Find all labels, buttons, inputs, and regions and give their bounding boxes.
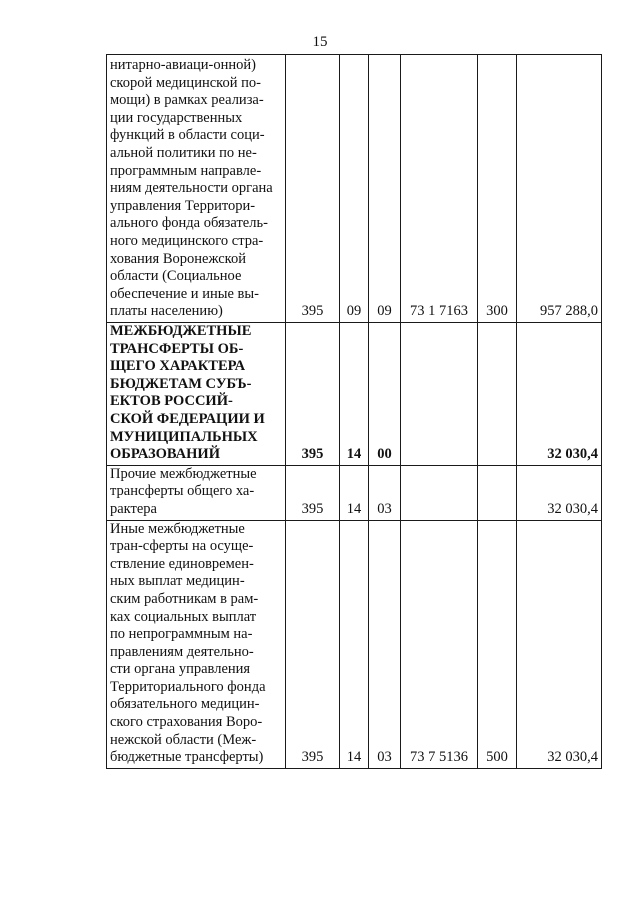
grbs-code-cell: 395: [286, 323, 340, 466]
section-code-cell: 14: [340, 520, 369, 768]
amount-cell: 32 030,4: [517, 465, 602, 520]
subsection-code-cell: 00: [369, 323, 401, 466]
subsection-code-cell: 03: [369, 465, 401, 520]
section-code-cell: 09: [340, 55, 369, 323]
row-name-cell: нитарно-авиаци-онной) скорой медицинской по- мощи) в рамках реализа- ции государственных функций в области соци- альной политики по не- программным направле- ниям деятельности органа управления Территори- ального фонда обязатель- ного медицинского стра- хования Воронежской области (Социальное обеспечение и иные вы- платы населению): [107, 55, 286, 323]
expense-type-cell: [478, 465, 517, 520]
table-row: [107, 323, 602, 466]
target-article-cell: [401, 323, 478, 466]
subsection-code-cell: 03: [369, 520, 401, 768]
amount-cell: 957 288,0: [517, 55, 602, 323]
expense-type-cell: [478, 323, 517, 466]
grbs-code-cell: 395: [286, 55, 340, 323]
table-row: [107, 465, 602, 520]
subsection-code-cell: 09: [369, 55, 401, 323]
row-name-cell: Прочие межбюджетные трансферты общего ха- рактера: [107, 465, 286, 520]
grbs-code-cell: 395: [286, 465, 340, 520]
target-article-cell: [401, 465, 478, 520]
page-number: 15: [312, 34, 328, 50]
target-article-cell: 73 7 5136: [401, 520, 478, 768]
expense-type-cell: 500: [478, 520, 517, 768]
row-name-cell: Иные межбюджетные тран-сферты на осуще- ствление единовремен- ных выплат медицин- ским работникам в рам- ках социальных выплат по непрограммным на- правлениям деятельно- сти органа управления Территориального фонда обязательного медицин- ского страхования Воро- нежской области (Меж- бюджетные трансферты): [107, 520, 286, 768]
table-row: [107, 55, 602, 323]
row-name-cell: МЕЖБЮДЖЕТНЫЕ ТРАНСФЕРТЫ ОБ- ЩЕГО ХАРАКТЕРА БЮДЖЕТАМ СУБЪ- ЕКТОВ РОССИЙ- СКОЙ ФЕДЕРАЦИИ И МУНИЦИПАЛЬНЫХ ОБРАЗОВАНИЙ: [107, 323, 286, 466]
amount-cell: 32 030,4: [517, 323, 602, 466]
table-row: [107, 520, 602, 768]
budget-table: [106, 54, 602, 769]
grbs-code-cell: 395: [286, 520, 340, 768]
section-code-cell: 14: [340, 323, 369, 466]
target-article-cell: 73 1 7163: [401, 55, 478, 323]
amount-cell: 32 030,4: [517, 520, 602, 768]
expense-type-cell: 300: [478, 55, 517, 323]
section-code-cell: 14: [340, 465, 369, 520]
